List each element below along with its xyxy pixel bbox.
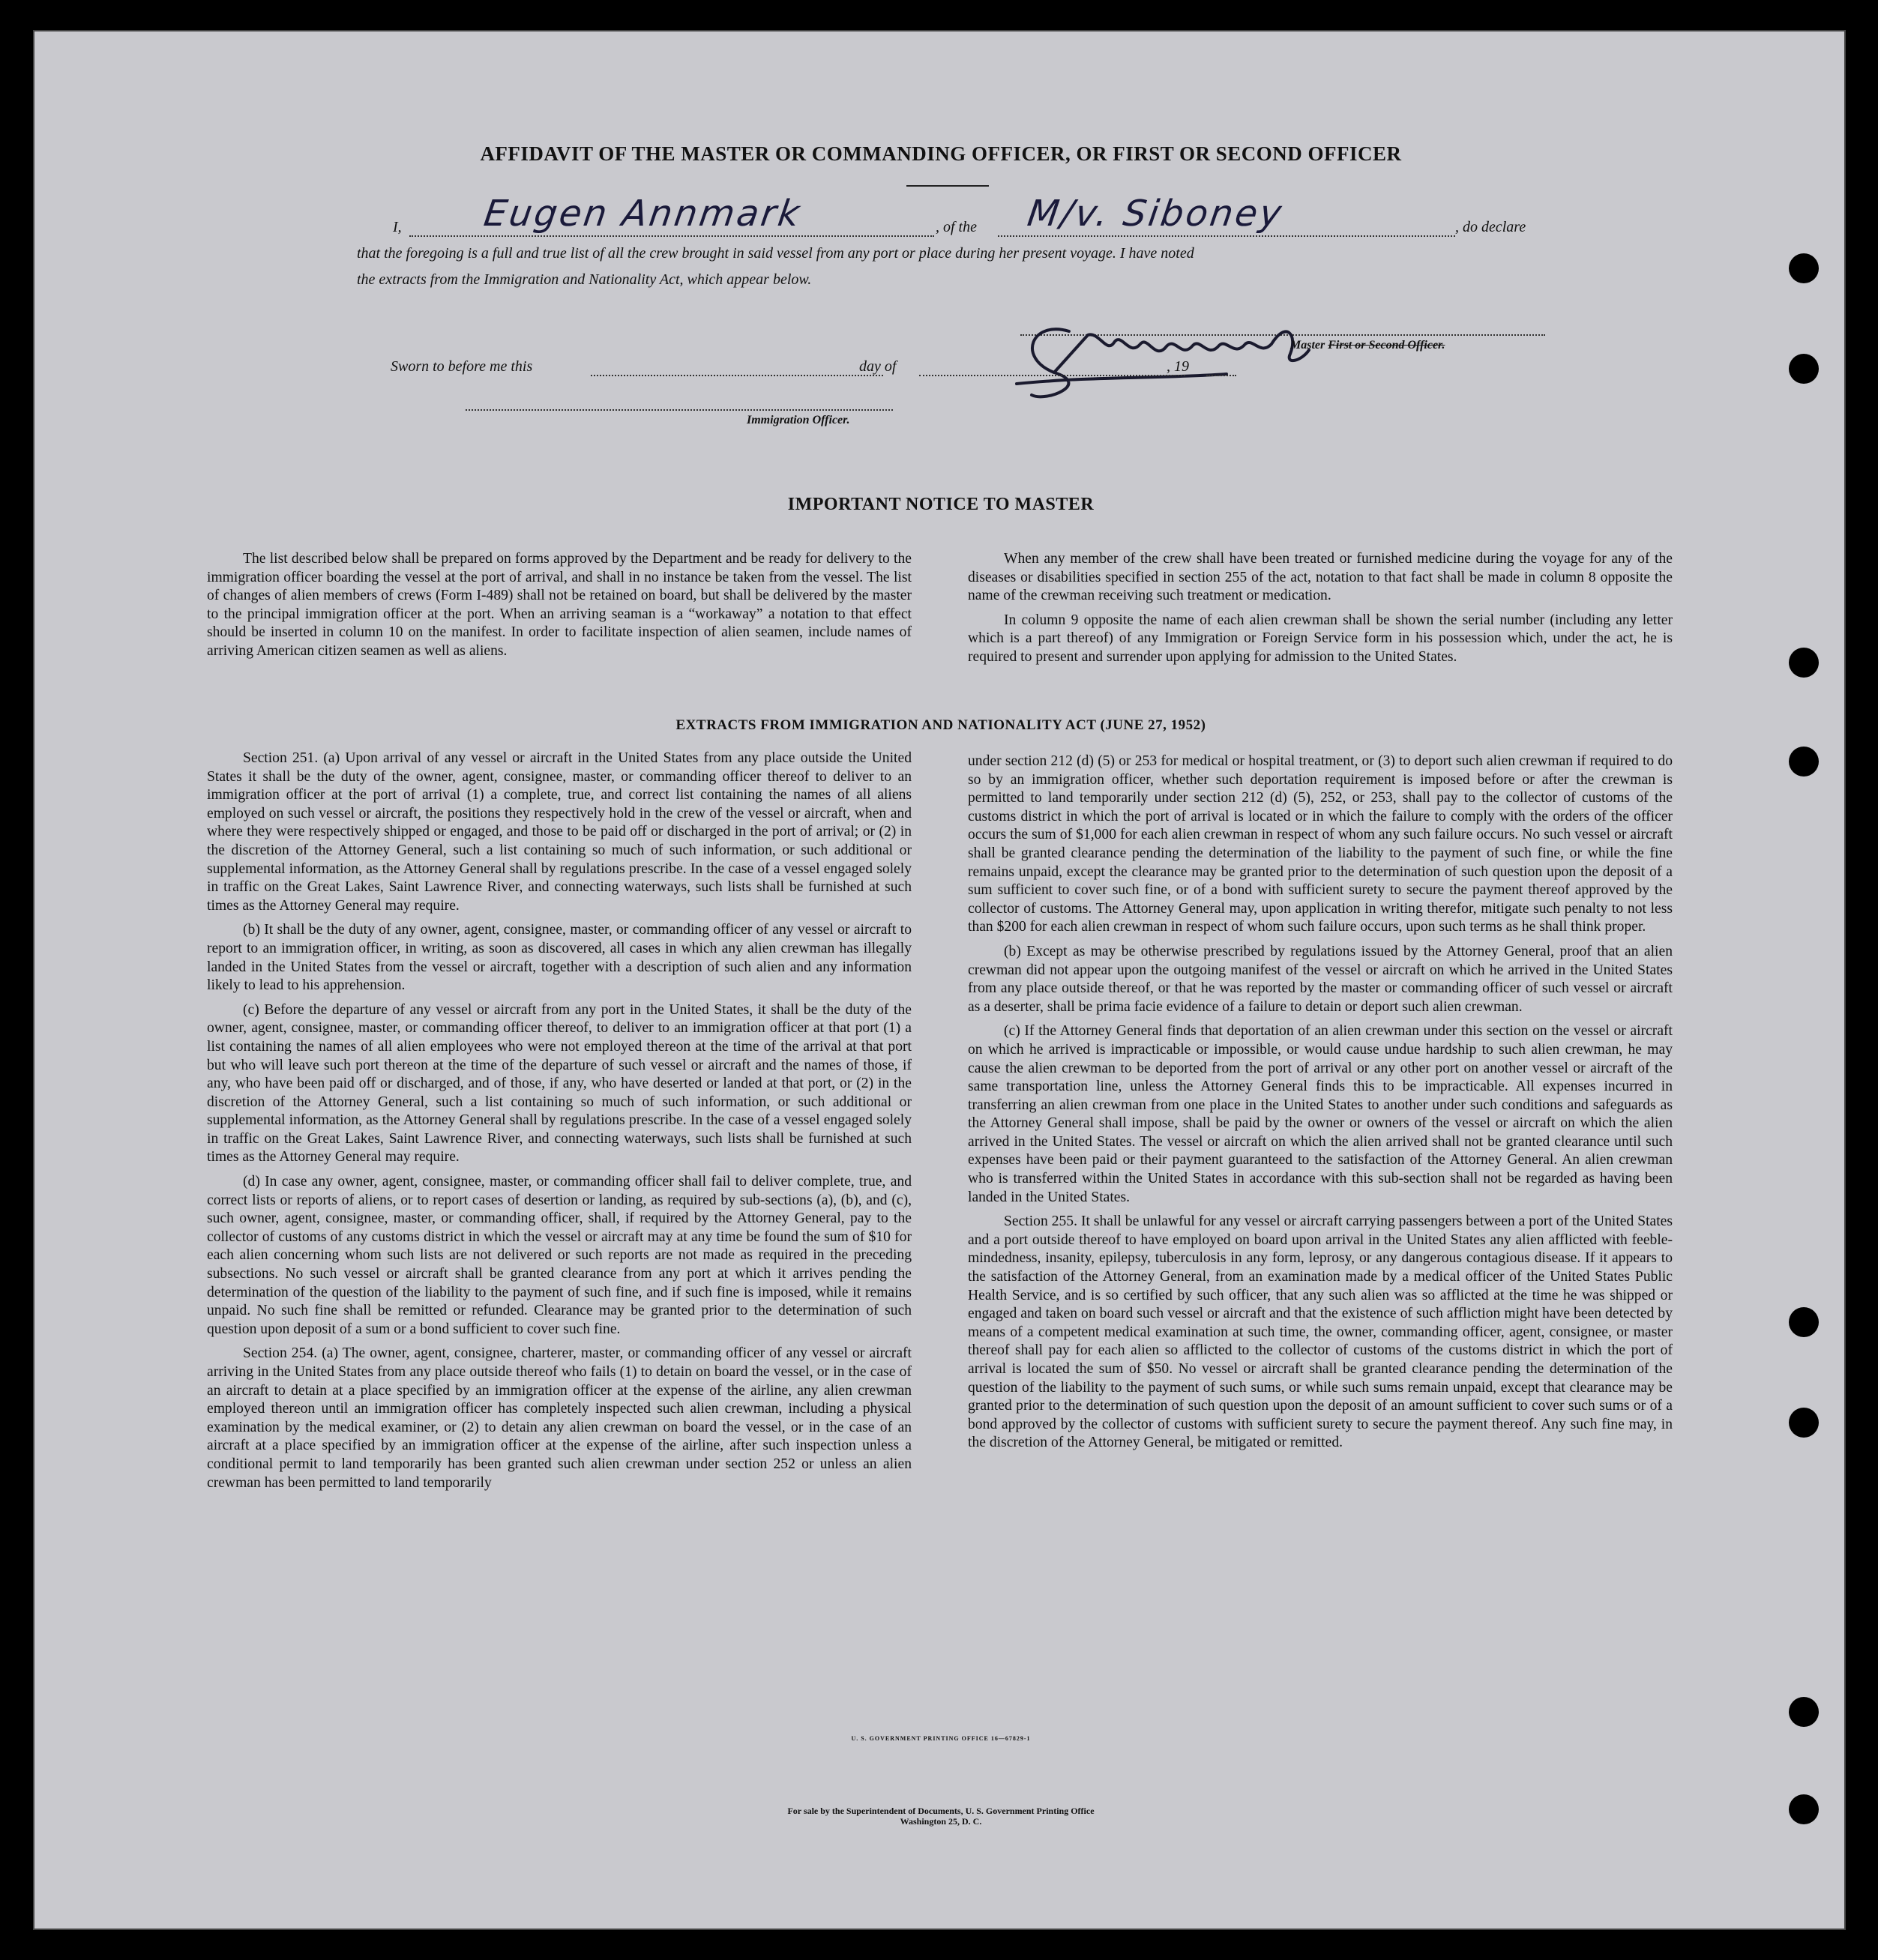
do-declare-label: , do declare [1455, 219, 1526, 235]
handwritten-vessel: M/v. Siboney [1025, 193, 1286, 235]
sale-line-1: For sale by the Superintendent of Documents, U. S. Government Printing Office [787, 1806, 1095, 1816]
signature-caption [1290, 339, 1445, 352]
section-paragraph: (c) Before the departure of any vessel or aircraft from any port in the United States, it shall be the duty of the owner, agent, consignee, master, or commanding officer thereof, to deliver to an immigration officer at that port (1) a list containing the names of all alien employees who were not employed thereon at the time of the arrival at that port but who will leave such port thereon at the time of the departure of such vessel or aircraft and the names of those, if any, who have been paid off or discharged, and of those, if any, who have deserted or landed at that port, or (2) in the discretion of the Attorney General, such a list containing so much of such information, or such additional or supplemental information, as the Attorney General shall by regulations prescribe. In the case of a vessel engaged solely in traffic on the Great Lakes, Saint Lawrence River, and connecting waterways, such lists shall be furnished at such times as the Attorney General may require. [207, 1001, 912, 1166]
affidavit-title: AFFIDAVIT OF THE MASTER OR COMMANDING OFFICER, OR FIRST OR SECOND OFFICER [480, 142, 1402, 165]
notice-paragraph: The list described below shall be prepared on forms approved by the Department and be ready for delivery to the immigration officer boarding the vessel at the port of arrival, and shall in no instance be taken from the vessel. The list of changes of alien members of crews (Form I-489) shall not be retained on board, but shall be delivered by the master to the principal immigration officer at the port. When an arriving seaman is a “workaway” a notation to that effect should be inserted in column 10 on the manifest. In order to facilitate inspection of alien seamen, include names of arriving American citizen seamen as well as aliens. [207, 551, 912, 659]
i-label: I, [393, 219, 402, 235]
extracts-heading: EXTRACTS FROM IMMIGRATION AND NATIONALITY ACT (JUNE 27, 1952) [675, 717, 1206, 733]
immigration-officer-line [466, 409, 893, 411]
punch-hole [1789, 648, 1819, 678]
punch-hole [1789, 1307, 1819, 1337]
name-line [409, 235, 934, 237]
notice-paragraph: When any member of the crew shall have been treated or furnished medicine during the voyage for any of the diseases or disabilities specified in section 255 of the act, notation to that fact shall be made in column 8 opposite the name of the crewman receiving such treatment or medication. [968, 551, 1673, 604]
immigration-officer-label: Immigration Officer. [747, 414, 850, 426]
master-label: Master [1290, 339, 1325, 352]
title-rule [906, 185, 989, 187]
handwritten-name: Eugen Annmark [481, 193, 804, 235]
punch-hole [1789, 747, 1819, 777]
sale-line-2: Washington 25, D. C. [900, 1816, 982, 1827]
section-paragraph: Section 251. (a) Upon arrival of any vessel or aircraft in the United States from any place outside the United States it shall be the duty of the owner, agent, consignee, master, or commanding officer thereof to deliver to an immigration officer at the port of arrival (1) a complete, true, and correct list containing the names of all aliens employed on such vessel or aircraft, the positions they respectively hold in the crew of the vessel or aircraft, when and where they were respectively shipped or engaged, and those to be paid off or discharged in the port of arrival; or (2) in the discretion of the Attorney General, such a list containing so much of such information, or such additional or supplemental information, as the Attorney General shall by regulations prescribe. In the case of a vessel engaged solely in traffic on the Great Lakes, Saint Lawrence River, and connecting waterways, such lists shall be furnished at such times as the Attorney General may require. [207, 750, 912, 914]
section-paragraph: (b) It shall be the duty of any owner, agent, consignee, master, or commanding officer of any vessel or aircraft to report to an immigration officer, in writing, as soon as discovered, all cases in which any alien crewman has illegally landed in the United States from the vessel or aircraft, together with a description of such alien and any information likely to lead to his apprehension. [207, 922, 912, 994]
of-the-label: , of the [936, 219, 977, 235]
month-line [919, 375, 1185, 376]
declaration-line-2: the extracts from the Immigration and Nationality Act, which appear below. [357, 271, 812, 288]
year-line [1206, 375, 1236, 376]
section-paragraph: (b) Except as may be otherwise prescribed by regulations issued by the Attorney General, proof that an alien crewman did not appear upon the outgoing manifest of the vessel or aircraft on which he arrived in the United States from any place outside thereof, or that he was reported by the master or commanding officer of such vessel or aircraft as a deserter, shall be prima facie evidence of a failure to detain or deport such alien crewman. [968, 943, 1673, 1015]
declaration-line: that the foregoing is a full and true list of all the crew brought in said vessel from any port or place during her present voyage. I have noted [357, 245, 1194, 262]
form-page [33, 30, 1846, 1930]
section-paragraph: Section 255. It shall be unlawful for any vessel or aircraft carrying passengers between a port of the United States and a port outside thereof to have employed on board upon arrival in the United States any alien afflicted with feeble-mindedness, insanity, epilepsy, tuberculosis in any form, leprosy, or any dangerous contagious disease. If it appears to the satisfaction of the Attorney General, from an examination made by a medical officer of the United States Public Health Service, and is so certified by such officer, that any such alien was so afflicted at the time he was shipped or engaged and taken on board such vessel or aircraft and that the existence of such affliction might have been detected by means of a competent medical examination at such time, the owner, commanding officer, agent, consignee, or master thereof shall pay for each alien so afflicted to the collector of customs of the customs district in which the port of arrival is located the sum of $50. No vessel or aircraft shall be granted clearance pending the determination of the question of the liability to the payment of such sums, or while such sums remain unpaid, except that clearance may be granted prior to the determination of such question upon the deposit of an amount sufficient to cover such sums or of a bond approved by the collector of customs with sufficient surety to secure the payment thereof. Any such fine may, in the discretion of the Attorney General, be mitigated or remitted. [968, 1213, 1673, 1451]
punch-hole [1789, 253, 1819, 283]
vessel-line [998, 235, 1455, 237]
notice-paragraph: In column 9 opposite the name of each alien crewman shall be shown the serial number (including any letter which is a part thereof) of any Immigration or Foreign Service form in his possession which, under the act, he is required to present and surrender upon applying for admission to the United States. [968, 612, 1673, 665]
punch-hole [1789, 1408, 1819, 1438]
notice-right-column [968, 550, 1673, 673]
struck-officer-label: First or Second Officer. [1328, 339, 1445, 352]
section-paragraph: under section 212 (d) (5) or 253 for medical or hospital treatment, or (3) to deport such alien crewman if required to do so by an immigration officer, whether such deportation requirement is imposed before or after the crewman is permitted to land temporarily under section 212 (d) (5), 252, or 253, shall pay to the collector of customs of the customs district in which the port of arrival is located or in which the failure to comply with the orders of the officer occurs the sum of $1,000 for each alien crewman in respect of whom any such failure occurs. No such vessel or aircraft shall be granted clearance pending the determination of the liability to the payment of such fine, or while the fine remains unpaid, except the clearance may be granted prior to the determination of such question upon the deposit of a sum sufficient to cover such fine, or of a bond with sufficient surety to secure the payment thereof approved by the collector of customs. The Attorney General may, upon application in writing therefor, mitigate such penalty to not less than $200 for each alien crewman in respect of whom such failure occurs, upon such terms as he shall think proper. [968, 753, 1673, 935]
sale-notice [34, 1806, 1846, 1827]
notice-left-column [207, 550, 912, 667]
section-paragraph: (d) In case any owner, agent, consignee, master, or commanding officer shall fail to deliver complete, true, and correct lists or reports of aliens, or to report cases of desertion or landing, as required by sub-sections (a), (b), and (c), such owner, agent, consignee, master, or commanding officer, shall, if required by the Attorney General, pay to the collector of customs of any customs district in which the vessel or aircraft may at any time be found the sum of $10 for each alien concerning whom such lists are not delivered or such reports are not made as required in the preceding subsections. No such vessel or aircraft shall be granted clearance from any port at which it arrives pending the determination of the question of the liability to the payment of such fine, and if such fine is imposed, while it remains unpaid. No such fine shall be remitted or refunded. Clearance may be granted prior to the determination of such question upon deposit of a sum or a bond sufficient to cover such fine. [207, 1174, 912, 1337]
notice-heading: IMPORTANT NOTICE TO MASTER [787, 495, 1095, 514]
sworn-day-line [591, 375, 883, 376]
day-of-label: day of [859, 358, 897, 375]
sworn-label: Sworn to before me this [391, 358, 533, 375]
extracts-left-column [207, 750, 912, 1498]
punch-hole [1789, 1697, 1819, 1727]
punch-hole [1789, 354, 1819, 384]
printing-office-line: U. S. GOVERNMENT PRINTING OFFICE 16—67829-1 [851, 1735, 1031, 1742]
extracts-right-column [968, 753, 1673, 1459]
section-paragraph: (c) If the Attorney General finds that deportation of an alien crewman under this section on the vessel or aircraft on which he arrived is impracticable or impossible, or would cause undue hardship to such alien crewman, he may cause the alien crewman to be deported from the port of arrival or any other port on another vessel or aircraft of the same transportation line, unless the Attorney General finds this to be impracticable. All expenses incurred in transferring an alien crewman from one place in the United States to another under such conditions and safeguards as the Attorney General shall impose, shall be paid by the owner or owners of the vessel or aircraft on which the alien arrived in the United States. The vessel or aircraft on which the alien arrived shall not be granted clearance until such expenses have been paid or their payment guaranteed to the satisfaction of the Attorney General. An alien crewman who is transferred within the United States in accordance with this sub-section shall not be regarded as having been landed in the United States. [968, 1023, 1673, 1205]
section-paragraph: Section 254. (a) The owner, agent, consignee, charterer, master, or commanding officer of any vessel or aircraft arriving in the United States from any place outside thereof who fails (1) to detain on board the vessel, or in the case of an aircraft to detain at a place specified by an immigration officer at the expense of the airline, any alien crewman employed thereon until an immigration officer has completely inspected such alien crewman, including a physical examination by the medical examiner, or (2) to detain any alien crewman on board the vessel, or in the case of an aircraft at a place specified by an immigration officer at the expense of the airline, after such inspection unless a conditional permit to land temporarily has been granted such alien crewman under section 252 or unless an alien crewman has been permitted to land temporarily [207, 1345, 912, 1491]
year-label: , 19 [1167, 358, 1189, 375]
